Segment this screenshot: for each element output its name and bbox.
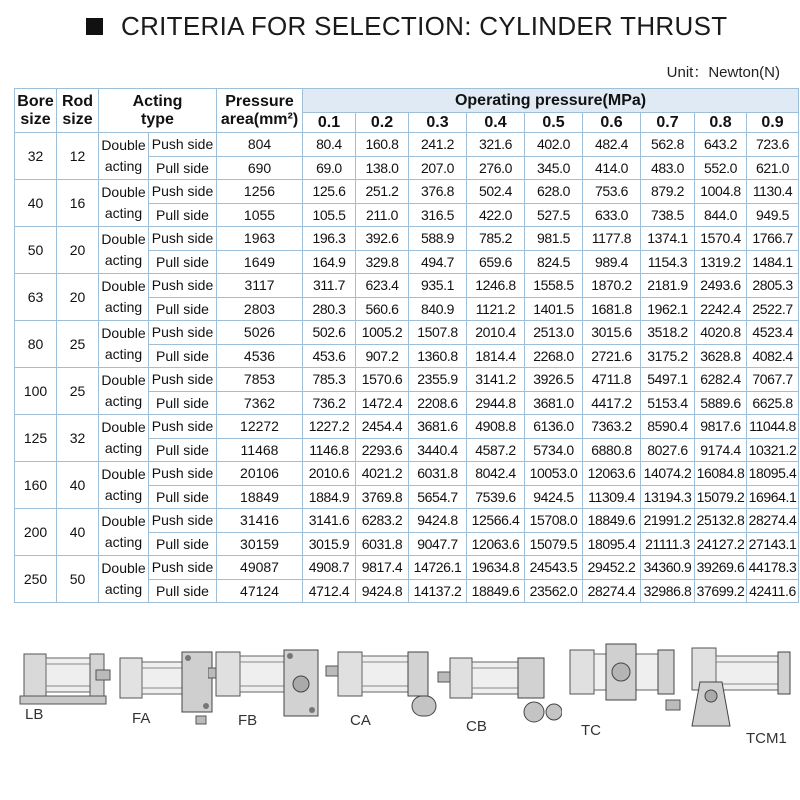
- thrust-value-cell: 453.6: [303, 344, 356, 368]
- rod-size-cell: 25: [57, 368, 99, 415]
- rod-size-cell: 20: [57, 274, 99, 321]
- title-row: [86, 8, 727, 44]
- header-pressure-0.9: 0.9: [747, 113, 799, 133]
- pressure-area-cell: 1256: [217, 180, 303, 204]
- thrust-value-cell: 949.5: [747, 203, 799, 227]
- page-title: CRITERIA FOR SELECTION: CYLINDER THRUST: [121, 10, 728, 41]
- thrust-value-cell: 2010.4: [467, 321, 525, 345]
- thrust-value-cell: 4523.4: [747, 321, 799, 345]
- thrust-value-cell: 2293.6: [356, 438, 409, 462]
- thrust-value-cell: 588.9: [409, 227, 467, 251]
- thrust-value-cell: 211.0: [356, 203, 409, 227]
- push-side-label: Push side: [149, 180, 217, 204]
- pull-side-label: Pull side: [149, 438, 217, 462]
- thrust-value-cell: 2181.9: [641, 274, 695, 298]
- thrust-value-cell: 3628.8: [695, 344, 747, 368]
- thrust-value-cell: 1766.7: [747, 227, 799, 251]
- acting-type-cell: Double acting: [99, 321, 149, 368]
- thrust-value-cell: 753.6: [583, 180, 641, 204]
- thrust-value-cell: 27143.1: [747, 532, 799, 556]
- thrust-value-cell: 14074.2: [641, 462, 695, 486]
- header-pressure-0.1: 0.1: [303, 113, 356, 133]
- thrust-value-cell: 2268.0: [525, 344, 583, 368]
- pressure-area-cell: 7362: [217, 391, 303, 415]
- pressure-area-cell: 5026: [217, 321, 303, 345]
- thrust-value-cell: 9424.5: [525, 485, 583, 509]
- thrust-value-cell: 422.0: [467, 203, 525, 227]
- thrust-value-cell: 2513.0: [525, 321, 583, 345]
- thrust-value-cell: 3175.2: [641, 344, 695, 368]
- thrust-value-cell: 34360.9: [641, 556, 695, 580]
- acting-type-cell: Double acting: [99, 415, 149, 462]
- pressure-area-cell: 31416: [217, 509, 303, 533]
- thrust-value-cell: 1130.4: [747, 180, 799, 204]
- push-side-label: Push side: [149, 133, 217, 157]
- header-bore-size: Bore size: [15, 89, 57, 133]
- thrust-value-cell: 1360.8: [409, 344, 467, 368]
- thrust-value-cell: 643.2: [695, 133, 747, 157]
- header-acting-type: Acting type: [99, 89, 217, 133]
- push-side-label: Push side: [149, 509, 217, 533]
- thrust-value-cell: 4587.2: [467, 438, 525, 462]
- thrust-value-cell: 1814.4: [467, 344, 525, 368]
- thrust-value-cell: 562.8: [641, 133, 695, 157]
- pull-side-label: Pull side: [149, 485, 217, 509]
- thrust-value-cell: 824.5: [525, 250, 583, 274]
- header-pressure-0.6: 0.6: [583, 113, 641, 133]
- table-row: [15, 415, 799, 439]
- pull-side-label: Pull side: [149, 297, 217, 321]
- push-side-label: Push side: [149, 415, 217, 439]
- thrust-value-cell: 18849.6: [583, 509, 641, 533]
- acting-type-cell: Double acting: [99, 227, 149, 274]
- header-pressure-0.4: 0.4: [467, 113, 525, 133]
- thrust-value-cell: 80.4: [303, 133, 356, 157]
- thrust-value-cell: 1319.2: [695, 250, 747, 274]
- unit-note: Unit：Newton(N): [666, 64, 780, 81]
- thrust-value-cell: 1177.8: [583, 227, 641, 251]
- mount-label-ca: CA: [350, 712, 371, 729]
- thrust-value-cell: 44178.3: [747, 556, 799, 580]
- thrust-value-cell: 19634.8: [467, 556, 525, 580]
- thrust-value-cell: 329.8: [356, 250, 409, 274]
- thrust-value-cell: 2208.6: [409, 391, 467, 415]
- pressure-area-cell: 12272: [217, 415, 303, 439]
- thrust-value-cell: 527.5: [525, 203, 583, 227]
- thrust-value-cell: 4021.2: [356, 462, 409, 486]
- thrust-value-cell: 1146.8: [303, 438, 356, 462]
- thrust-value-cell: 1570.4: [695, 227, 747, 251]
- thrust-value-cell: 5153.4: [641, 391, 695, 415]
- thrust-value-cell: 907.2: [356, 344, 409, 368]
- thrust-value-cell: 9047.7: [409, 532, 467, 556]
- thrust-value-cell: 376.8: [409, 180, 467, 204]
- rod-size-cell: 40: [57, 462, 99, 509]
- thrust-value-cell: 1681.8: [583, 297, 641, 321]
- thrust-value-cell: 5497.1: [641, 368, 695, 392]
- thrust-value-cell: 1154.3: [641, 250, 695, 274]
- thrust-value-cell: 5654.7: [409, 485, 467, 509]
- thrust-value-cell: 402.0: [525, 133, 583, 157]
- table-row: [15, 556, 799, 580]
- thrust-value-cell: 3769.8: [356, 485, 409, 509]
- thrust-value-cell: 1401.5: [525, 297, 583, 321]
- thrust-value-cell: 1870.2: [583, 274, 641, 298]
- pressure-area-cell: 20106: [217, 462, 303, 486]
- pressure-area-cell: 804: [217, 133, 303, 157]
- acting-type-cell: Double acting: [99, 180, 149, 227]
- thrust-value-cell: 21111.3: [641, 532, 695, 556]
- thrust-value-cell: 10053.0: [525, 462, 583, 486]
- thrust-value-cell: 3926.5: [525, 368, 583, 392]
- mount-label-cb: CB: [466, 718, 487, 735]
- rod-size-cell: 25: [57, 321, 99, 368]
- mount-label-fb: FB: [238, 712, 258, 729]
- thrust-value-cell: 785.3: [303, 368, 356, 392]
- thrust-value-cell: 1005.2: [356, 321, 409, 345]
- thrust-value-cell: 3681.0: [525, 391, 583, 415]
- thrust-value-cell: 6031.8: [409, 462, 467, 486]
- acting-type-cell: Double acting: [99, 133, 149, 180]
- thrust-value-cell: 981.5: [525, 227, 583, 251]
- thrust-value-cell: 28274.4: [747, 509, 799, 533]
- thrust-value-cell: 12063.6: [467, 532, 525, 556]
- pressure-area-cell: 3117: [217, 274, 303, 298]
- thrust-value-cell: 9817.6: [695, 415, 747, 439]
- pressure-area-cell: 2803: [217, 297, 303, 321]
- thrust-value-cell: 738.5: [641, 203, 695, 227]
- pull-side-label: Pull side: [149, 156, 217, 180]
- rod-size-cell: 12: [57, 133, 99, 180]
- thrust-value-cell: 502.4: [467, 180, 525, 204]
- thrust-value-cell: 15079.2: [695, 485, 747, 509]
- pressure-area-cell: 1649: [217, 250, 303, 274]
- header-pressure-area: Pressure area(mm²): [217, 89, 303, 133]
- bore-size-cell: 200: [15, 509, 57, 556]
- thrust-value-cell: 321.6: [467, 133, 525, 157]
- thrust-value-cell: 623.4: [356, 274, 409, 298]
- rod-size-cell: 16: [57, 180, 99, 227]
- thrust-value-cell: 138.0: [356, 156, 409, 180]
- thrust-value-cell: 4712.4: [303, 579, 356, 603]
- thrust-value-cell: 6136.0: [525, 415, 583, 439]
- table-row: [15, 227, 799, 251]
- thrust-value-cell: 11309.4: [583, 485, 641, 509]
- thrust-value-cell: 482.4: [583, 133, 641, 157]
- table-row: [15, 509, 799, 533]
- pull-side-label: Pull side: [149, 250, 217, 274]
- thrust-value-cell: 24127.2: [695, 532, 747, 556]
- thrust-value-cell: 552.0: [695, 156, 747, 180]
- thrust-value-cell: 840.9: [409, 297, 467, 321]
- push-side-label: Push side: [149, 227, 217, 251]
- thrust-value-cell: 241.2: [409, 133, 467, 157]
- thrust-value-cell: 1570.6: [356, 368, 409, 392]
- thrust-value-cell: 160.8: [356, 133, 409, 157]
- thrust-value-cell: 7067.7: [747, 368, 799, 392]
- thrust-value-cell: 723.6: [747, 133, 799, 157]
- bore-size-cell: 80: [15, 321, 57, 368]
- title-square-icon: [86, 18, 103, 35]
- table-row: [15, 180, 799, 204]
- header-operating-pressure: Operating pressure(MPa): [303, 89, 799, 113]
- acting-type-cell: Double acting: [99, 368, 149, 415]
- thrust-value-cell: 207.0: [409, 156, 467, 180]
- thrust-value-cell: 2944.8: [467, 391, 525, 415]
- pull-side-label: Pull side: [149, 579, 217, 603]
- thrust-value-cell: 8590.4: [641, 415, 695, 439]
- thrust-value-cell: 9174.4: [695, 438, 747, 462]
- thrust-value-cell: 280.3: [303, 297, 356, 321]
- bore-size-cell: 32: [15, 133, 57, 180]
- pull-side-label: Pull side: [149, 532, 217, 556]
- pressure-area-cell: 1055: [217, 203, 303, 227]
- thrust-value-cell: 6282.4: [695, 368, 747, 392]
- thrust-value-cell: 989.4: [583, 250, 641, 274]
- thrust-value-cell: 1507.8: [409, 321, 467, 345]
- thrust-value-cell: 18849.6: [467, 579, 525, 603]
- thrust-value-cell: 37699.2: [695, 579, 747, 603]
- thrust-value-cell: 6031.8: [356, 532, 409, 556]
- thrust-value-cell: 4908.7: [303, 556, 356, 580]
- thrust-value-cell: 3518.2: [641, 321, 695, 345]
- header-pressure-0.8: 0.8: [695, 113, 747, 133]
- thrust-value-cell: 2493.6: [695, 274, 747, 298]
- thrust-value-cell: 1472.4: [356, 391, 409, 415]
- thrust-value-cell: 2454.4: [356, 415, 409, 439]
- thrust-value-cell: 3015.6: [583, 321, 641, 345]
- thrust-value-cell: 1121.2: [467, 297, 525, 321]
- bore-size-cell: 40: [15, 180, 57, 227]
- thrust-value-cell: 414.0: [583, 156, 641, 180]
- thrust-value-cell: 392.6: [356, 227, 409, 251]
- thrust-value-cell: 10321.2: [747, 438, 799, 462]
- thrust-value-cell: 5889.6: [695, 391, 747, 415]
- thrust-value-cell: 276.0: [467, 156, 525, 180]
- thrust-value-cell: 9817.4: [356, 556, 409, 580]
- mount-label-fa: FA: [132, 710, 151, 727]
- thrust-value-cell: 164.9: [303, 250, 356, 274]
- rod-size-cell: 32: [57, 415, 99, 462]
- pull-side-label: Pull side: [149, 391, 217, 415]
- header-pressure-0.7: 0.7: [641, 113, 695, 133]
- push-side-label: Push side: [149, 274, 217, 298]
- pull-side-label: Pull side: [149, 344, 217, 368]
- thrust-value-cell: 2010.6: [303, 462, 356, 486]
- mount-label-tc: TC: [581, 722, 601, 739]
- acting-type-cell: Double acting: [99, 274, 149, 321]
- thrust-value-cell: 42411.6: [747, 579, 799, 603]
- header-pressure-0.2: 0.2: [356, 113, 409, 133]
- pressure-area-cell: 1963: [217, 227, 303, 251]
- cylinder-fb-image: [208, 638, 326, 728]
- thrust-value-cell: 316.5: [409, 203, 467, 227]
- thrust-value-cell: 15079.5: [525, 532, 583, 556]
- pressure-area-cell: 30159: [217, 532, 303, 556]
- thrust-value-cell: 5734.0: [525, 438, 583, 462]
- cylinder-ca-image: [322, 640, 442, 730]
- thrust-value-cell: 125.6: [303, 180, 356, 204]
- bore-size-cell: 50: [15, 227, 57, 274]
- bore-size-cell: 125: [15, 415, 57, 462]
- thrust-value-cell: 69.0: [303, 156, 356, 180]
- thrust-value-cell: 659.6: [467, 250, 525, 274]
- table-row: [15, 274, 799, 298]
- bore-size-cell: 250: [15, 556, 57, 603]
- thrust-value-cell: 9424.8: [409, 509, 467, 533]
- thrust-value-cell: 15708.0: [525, 509, 583, 533]
- thrust-value-cell: 251.2: [356, 180, 409, 204]
- thrust-value-cell: 7539.6: [467, 485, 525, 509]
- thrust-value-cell: 12063.6: [583, 462, 641, 486]
- mount-label-lb: LB: [25, 706, 44, 723]
- thrust-value-cell: 25132.8: [695, 509, 747, 533]
- header-pressure-0.5: 0.5: [525, 113, 583, 133]
- thrust-value-cell: 7363.2: [583, 415, 641, 439]
- header-rod-size: Rod size: [57, 89, 99, 133]
- thrust-value-cell: 28274.4: [583, 579, 641, 603]
- thrust-value-cell: 16084.8: [695, 462, 747, 486]
- thrust-value-cell: 39269.6: [695, 556, 747, 580]
- thrust-value-cell: 1484.1: [747, 250, 799, 274]
- thrust-value-cell: 3141.2: [467, 368, 525, 392]
- cylinder-cb-image: [436, 646, 562, 736]
- pressure-area-cell: 49087: [217, 556, 303, 580]
- thrust-value-cell: 1227.2: [303, 415, 356, 439]
- thrust-value-cell: 4417.2: [583, 391, 641, 415]
- thrust-value-cell: 4082.4: [747, 344, 799, 368]
- thrust-value-cell: 4020.8: [695, 321, 747, 345]
- thrust-value-cell: 13194.3: [641, 485, 695, 509]
- rod-size-cell: 50: [57, 556, 99, 603]
- thrust-value-cell: 628.0: [525, 180, 583, 204]
- thrust-value-cell: 785.2: [467, 227, 525, 251]
- thrust-value-cell: 1004.8: [695, 180, 747, 204]
- thrust-value-cell: 105.5: [303, 203, 356, 227]
- thrust-value-cell: 3681.6: [409, 415, 467, 439]
- thrust-value-cell: 844.0: [695, 203, 747, 227]
- acting-type-cell: Double acting: [99, 462, 149, 509]
- table-row: [15, 462, 799, 486]
- thrust-value-cell: 560.6: [356, 297, 409, 321]
- pressure-area-cell: 18849: [217, 485, 303, 509]
- thrust-value-cell: 12566.4: [467, 509, 525, 533]
- table-row: [15, 368, 799, 392]
- thrust-value-cell: 14137.2: [409, 579, 467, 603]
- thrust-value-cell: 9424.8: [356, 579, 409, 603]
- thrust-value-cell: 21991.2: [641, 509, 695, 533]
- thrust-value-cell: 633.0: [583, 203, 641, 227]
- thrust-value-cell: 483.0: [641, 156, 695, 180]
- pressure-area-cell: 11468: [217, 438, 303, 462]
- thrust-value-cell: 502.6: [303, 321, 356, 345]
- bore-size-cell: 63: [15, 274, 57, 321]
- thrust-value-cell: 18095.4: [747, 462, 799, 486]
- thrust-value-cell: 2355.9: [409, 368, 467, 392]
- acting-type-cell: Double acting: [99, 556, 149, 603]
- pressure-area-cell: 690: [217, 156, 303, 180]
- thrust-value-cell: 6880.8: [583, 438, 641, 462]
- bore-size-cell: 100: [15, 368, 57, 415]
- thrust-value-cell: 3440.4: [409, 438, 467, 462]
- thrust-value-cell: 2242.4: [695, 297, 747, 321]
- thrust-value-cell: 2522.7: [747, 297, 799, 321]
- thrust-value-cell: 2805.3: [747, 274, 799, 298]
- mount-types-illustration: [0, 630, 800, 800]
- thrust-value-cell: 311.7: [303, 274, 356, 298]
- acting-type-cell: Double acting: [99, 509, 149, 556]
- header-pressure-0.3: 0.3: [409, 113, 467, 133]
- thrust-value-cell: 494.7: [409, 250, 467, 274]
- thrust-value-cell: 4908.8: [467, 415, 525, 439]
- thrust-value-cell: 14726.1: [409, 556, 467, 580]
- thrust-value-cell: 196.3: [303, 227, 356, 251]
- thrust-value-cell: 1558.5: [525, 274, 583, 298]
- thrust-table: [14, 88, 799, 603]
- thrust-value-cell: 879.2: [641, 180, 695, 204]
- thrust-value-cell: 935.1: [409, 274, 467, 298]
- thrust-value-cell: 621.0: [747, 156, 799, 180]
- thrust-value-cell: 18095.4: [583, 532, 641, 556]
- push-side-label: Push side: [149, 462, 217, 486]
- thrust-value-cell: 736.2: [303, 391, 356, 415]
- push-side-label: Push side: [149, 556, 217, 580]
- thrust-value-cell: 3141.6: [303, 509, 356, 533]
- thrust-value-cell: 1962.1: [641, 297, 695, 321]
- thrust-value-cell: 8042.4: [467, 462, 525, 486]
- rod-size-cell: 40: [57, 509, 99, 556]
- table-row: [15, 321, 799, 345]
- pressure-area-cell: 7853: [217, 368, 303, 392]
- thrust-value-cell: 345.0: [525, 156, 583, 180]
- pressure-area-cell: 4536: [217, 344, 303, 368]
- thrust-value-cell: 1246.8: [467, 274, 525, 298]
- thrust-value-cell: 11044.8: [747, 415, 799, 439]
- thrust-value-cell: 32986.8: [641, 579, 695, 603]
- cylinder-tcm1-image: [682, 642, 792, 738]
- rod-size-cell: 20: [57, 227, 99, 274]
- thrust-value-cell: 1884.9: [303, 485, 356, 509]
- thrust-value-cell: 8027.6: [641, 438, 695, 462]
- thrust-value-cell: 3015.9: [303, 532, 356, 556]
- push-side-label: Push side: [149, 368, 217, 392]
- thrust-value-cell: 2721.6: [583, 344, 641, 368]
- thrust-value-cell: 29452.2: [583, 556, 641, 580]
- thrust-value-cell: 4711.8: [583, 368, 641, 392]
- thrust-value-cell: 1374.1: [641, 227, 695, 251]
- pressure-area-cell: 47124: [217, 579, 303, 603]
- table-row: [15, 133, 799, 157]
- thrust-value-cell: 16964.1: [747, 485, 799, 509]
- thrust-value-cell: 6625.8: [747, 391, 799, 415]
- cylinder-tc-image: [566, 640, 682, 730]
- thrust-value-cell: 23562.0: [525, 579, 583, 603]
- pull-side-label: Pull side: [149, 203, 217, 227]
- push-side-label: Push side: [149, 321, 217, 345]
- thrust-value-cell: 24543.5: [525, 556, 583, 580]
- bore-size-cell: 160: [15, 462, 57, 509]
- thrust-value-cell: 6283.2: [356, 509, 409, 533]
- mount-label-tcm1: TCM1: [746, 730, 787, 747]
